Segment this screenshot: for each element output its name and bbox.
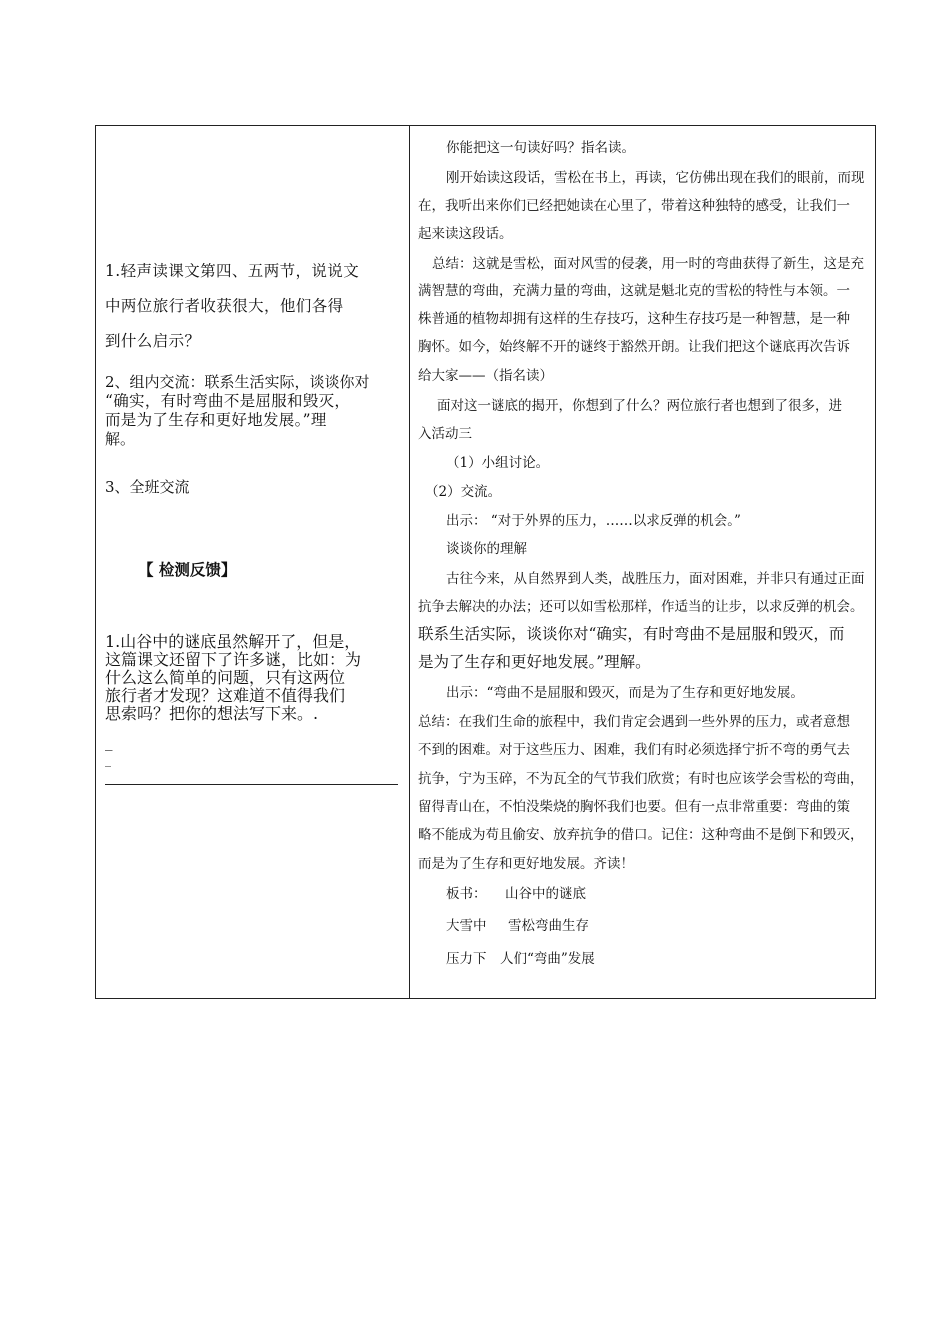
text-line: （2）交流。 — [425, 484, 502, 500]
text-line: 总结：在我们生命的旅程中，我们肯定会遇到一些外界的压力，或者意想 — [418, 714, 850, 730]
text-line: 留得青山在，不怕没柴烧的胸怀我们也要。但有一点非常重要：弯曲的策 — [418, 799, 850, 815]
text-line: 你能把这一句读好吗？指名读。 — [446, 140, 635, 156]
feedback-heading: 【 检测反馈】 — [138, 561, 237, 579]
feedback-line: 1.山谷中的谜底虽然解开了，但是， — [105, 632, 361, 651]
board-row-1-left: 大雪中 — [446, 918, 487, 934]
text-line: 谈谈你的理解 — [446, 541, 527, 557]
text-line: 出示：“弯曲不是屈服和毁灭，而是为了生存和更好地发展。 — [446, 685, 804, 701]
question-1-line: 到什么启示？ — [105, 332, 201, 350]
text-line: 不到的困难。对于这些压力、困难，我们有时必须选择宁折不弯的勇气去 — [418, 742, 850, 758]
feedback-line: 思索吗？把你的想法写下来。. — [105, 704, 319, 723]
text-line: 抗争，宁为玉碎，不为瓦全的气节我们欣赏；有时也应该学会雪松的弯曲， — [418, 771, 864, 787]
text-line: 满智慧的弯曲，充满力量的弯曲，这就是魁北克的雪松的特性与本领。一 — [418, 283, 850, 299]
answer-mark: _ — [105, 733, 113, 751]
text-line: 总结：这就是雪松，面对风雪的侵袭，用一时的弯曲获得了新生，这是充 — [432, 256, 864, 272]
answer-mark: _ — [105, 753, 111, 767]
text-line: 在，我听出来你们已经把她读在心里了，带着这种独特的感受，让我们一 — [418, 198, 850, 214]
text-line: 给大家——（指名读） — [418, 368, 553, 384]
board-label: 板书： — [446, 886, 487, 902]
left-column — [96, 126, 409, 998]
question-2-line: “确实，有时弯曲不是屈服和毁灭， — [105, 392, 351, 410]
text-line: 刚开始读这段话，雪松在书上，再读，它仿佛出现在我们的眼前，而现 — [446, 170, 865, 186]
feedback-line: 什么这么简单的问题，只有这两位 — [105, 668, 346, 687]
answer-blank-line[interactable] — [105, 784, 398, 785]
text-line: 面对这一谜底的揭开，你想到了什么？两位旅行者也想到了很多，进 — [437, 398, 842, 414]
text-line: 株普通的植物却拥有这样的生存技巧，这种生存技巧是一种智慧，是一种 — [418, 311, 850, 327]
text-line: 起来读这段话。 — [418, 226, 513, 242]
question-2-line: 而是为了生存和更好地发展。”理 — [105, 411, 327, 429]
text-line: 古往今来，从自然界到人类，战胜压力，面对困难，并非只有通过正面 — [446, 571, 865, 587]
question-1 — [105, 254, 359, 359]
text-line: 联系生活实际，谈谈你对“确实，有时弯曲不是屈服和毁灭，而 — [418, 625, 845, 643]
feedback-line: 旅行者才发现？这难道不值得我们 — [105, 686, 346, 705]
question-1-line: 1.轻声读课文第四、五两节，说说文 — [105, 262, 360, 280]
board-row-1-right: 雪松弯曲生存 — [508, 918, 589, 934]
text-line: 是为了生存和更好地发展。”理解。 — [418, 653, 651, 671]
board-row-2-right: 人们“弯曲”发展 — [500, 951, 595, 967]
lesson-table — [95, 125, 876, 999]
question-1-line: 中两位旅行者收获很大，他们各得 — [105, 297, 344, 315]
text-line: （1）小组讨论。 — [446, 455, 550, 471]
board-title: 山谷中的谜底 — [505, 886, 586, 902]
text-line: 而是为了生存和更好地发展。齐读！ — [418, 856, 634, 872]
question-2-line: 解。 — [105, 430, 136, 448]
board-row-2-left: 压力下 — [446, 951, 487, 967]
question-2 — [105, 373, 370, 449]
text-line: 抗争去解决的办法；还可以如雪松那样，作适当的让步，以求反弹的机会。 — [418, 599, 864, 615]
feedback-line: 这篇课文还留下了许多谜，比如：为 — [105, 650, 362, 669]
question-3: 3、全班交流 — [105, 478, 190, 496]
text-line: 入活动三 — [418, 426, 472, 442]
text-line: 出示： “对于外界的压力，……以求反弹的机会。” — [446, 513, 741, 529]
text-line: 胸怀。如今，始终解不开的谜终于豁然开朗。让我们把这个谜底再次告诉 — [418, 339, 850, 355]
feedback-question — [105, 633, 361, 723]
text-line: 略不能成为苟且偷安、放弃抗争的借口。记住：这种弯曲不是倒下和毁灭， — [418, 827, 864, 843]
right-column — [410, 126, 875, 998]
question-2-line: 2、组内交流：联系生活实际，谈谈你对 — [105, 373, 370, 391]
